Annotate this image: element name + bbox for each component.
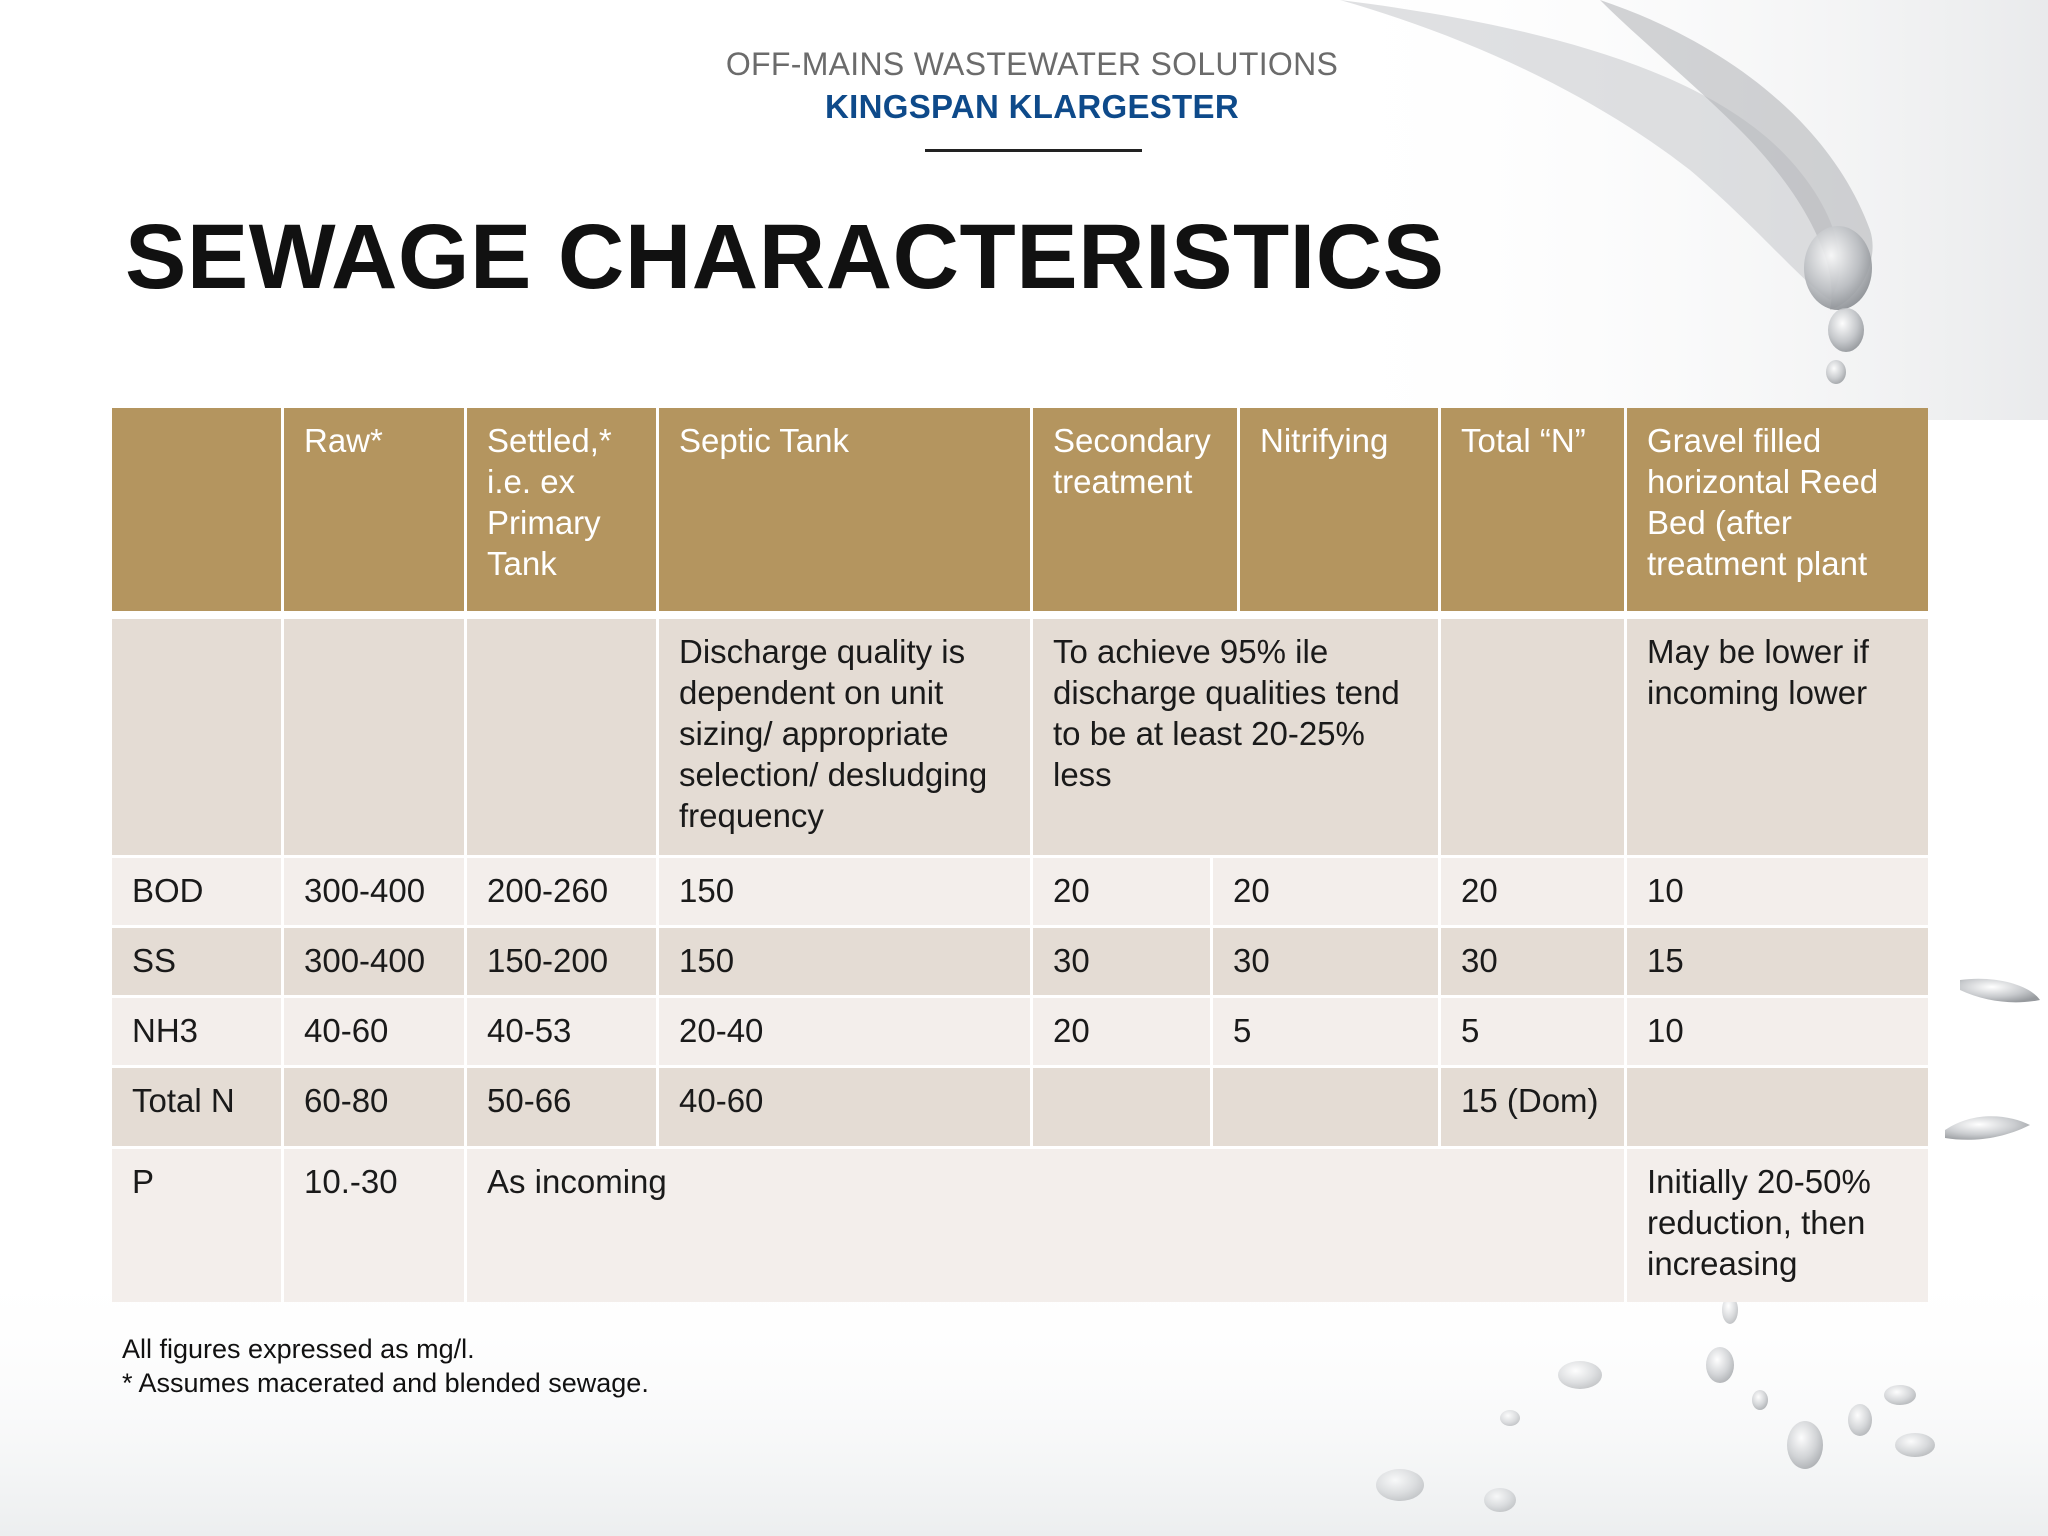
table-cell: 30: [1033, 928, 1210, 995]
table-cell: 20: [1213, 858, 1438, 925]
reed-bed-note: May be lower if incoming lower: [1627, 619, 1928, 855]
table-cell-merged: As incoming: [467, 1149, 1624, 1302]
table-cell: [1627, 1068, 1928, 1146]
table-cell: 30: [1441, 928, 1624, 995]
row-label-p: P: [112, 1149, 281, 1302]
row-label-bod: BOD: [112, 858, 281, 925]
table-cell: 10.-30: [284, 1149, 464, 1302]
table-cell: 20-40: [659, 998, 1030, 1065]
table-cell: 30: [1213, 928, 1438, 995]
table-cell: 40-60: [659, 1068, 1030, 1146]
header-cell-secondary-treatment: Secondary treatment: [1033, 408, 1237, 611]
row-label-ss: SS: [112, 928, 281, 995]
table-cell: 15 (Dom): [1441, 1068, 1624, 1146]
footnote-assumption: * Assumes macerated and blended sewage.: [122, 1368, 649, 1398]
desc-cell: [1441, 619, 1624, 855]
table-cell: 300-400: [284, 858, 464, 925]
header-cell-raw: Raw*: [284, 408, 464, 611]
table-cell: 10: [1627, 998, 1928, 1065]
header-cell-septic-tank: Septic Tank: [659, 408, 1030, 611]
table-cell: [1213, 1068, 1438, 1146]
sewage-characteristics-table: [112, 408, 1928, 1302]
desc-cell: [284, 619, 464, 855]
table-cell: 5: [1213, 998, 1438, 1065]
row-label-nh3: NH3: [112, 998, 281, 1065]
table-cell: 40-53: [467, 998, 656, 1065]
header-cell-empty: [112, 408, 281, 611]
footnote-units: All figures expressed as mg/l.: [122, 1334, 475, 1364]
table-cell: [1033, 1068, 1210, 1146]
table-cell: 150-200: [467, 928, 656, 995]
table-cell: 10: [1627, 858, 1928, 925]
table-cell: 50-66: [467, 1068, 656, 1146]
table-cell: 20: [1033, 998, 1210, 1065]
secondary-treatment-note: To achieve 95% ile discharge qualities tend to be at least 20-25% less: [1033, 619, 1438, 855]
brand-name: KINGSPAN KLARGESTER: [825, 88, 1239, 125]
header-cell-settled: Settled,* i.e. ex Primary Tank: [467, 408, 656, 611]
table-cell: 60-80: [284, 1068, 464, 1146]
table-cell: 150: [659, 858, 1030, 925]
table-cell: 20: [1441, 858, 1624, 925]
header-divider: [925, 149, 1142, 152]
table-cell: 15: [1627, 928, 1928, 995]
table-cell: Initially 20-50% reduction, then increasing: [1627, 1149, 1928, 1302]
slide-title: SEWAGE CHARACTERISTICS: [125, 206, 1445, 308]
septic-tank-note: Discharge quality is dependent on unit sizing/ appropriate selection/ desludging frequency: [659, 619, 1030, 855]
header-cell-reed-bed: Gravel filled horizontal Reed Bed (after treatment plant: [1627, 408, 1928, 611]
desc-cell: [467, 619, 656, 855]
table-cell: 200-260: [467, 858, 656, 925]
table-cell: 300-400: [284, 928, 464, 995]
row-label-total-n: Total N: [112, 1068, 281, 1146]
presentation-subtitle: OFF-MAINS WASTEWATER SOLUTIONS: [725, 46, 1339, 82]
table-cell: 40-60: [284, 998, 464, 1065]
table-cell: 5: [1441, 998, 1624, 1065]
header-cell-total-n: Total “N”: [1441, 408, 1624, 611]
table-cell: 20: [1033, 858, 1210, 925]
table-cell: 150: [659, 928, 1030, 995]
desc-cell: [112, 619, 281, 855]
header-cell-nitrifying: Nitrifying: [1240, 408, 1438, 611]
